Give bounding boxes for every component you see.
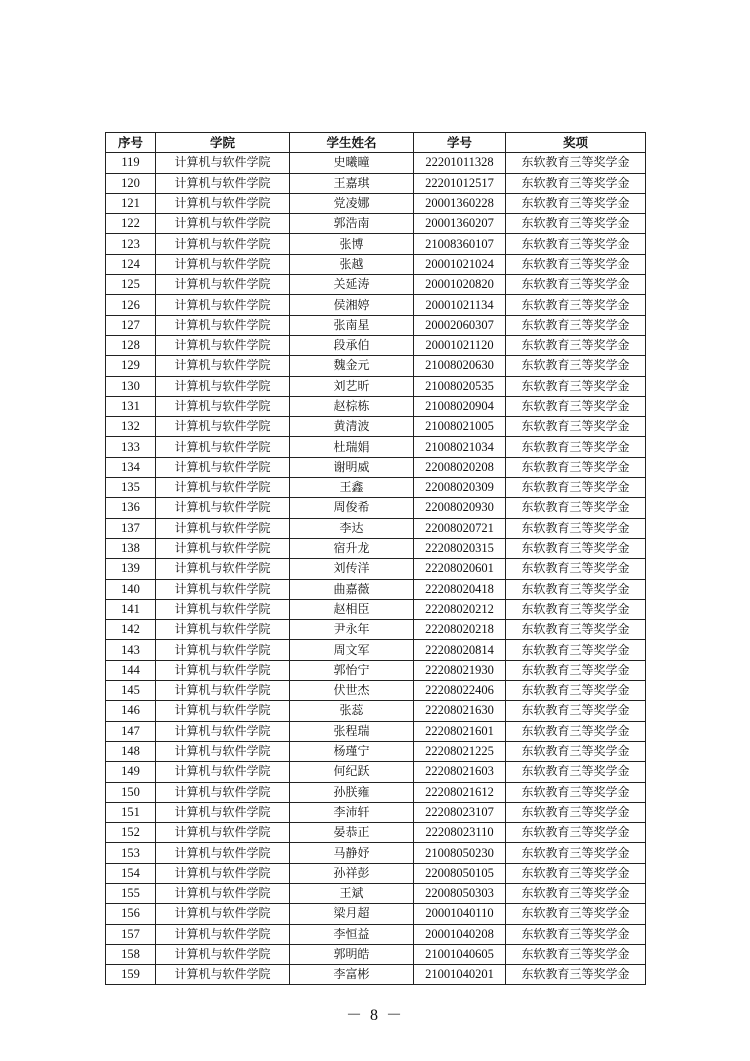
- header-serial: 序号: [106, 133, 156, 153]
- student-id-cell: 22208021603: [414, 762, 506, 782]
- table-row: [106, 965, 646, 985]
- serial-cell: 159: [106, 965, 156, 985]
- student-id-cell: 21008050230: [414, 843, 506, 863]
- serial-cell: 142: [106, 620, 156, 640]
- student-id-cell: 20002060307: [414, 315, 506, 335]
- award-cell: 东软教育三等奖学金: [506, 802, 646, 822]
- award-cell: 东软教育三等奖学金: [506, 193, 646, 213]
- header-student-id: 学号: [414, 133, 506, 153]
- serial-cell: 141: [106, 599, 156, 619]
- student-id-cell: 22008020208: [414, 457, 506, 477]
- table-row: [106, 193, 646, 213]
- table-row: [106, 457, 646, 477]
- student-name-cell: 赵相臣: [290, 599, 414, 619]
- student-id-cell: 20001360207: [414, 214, 506, 234]
- student-id-cell: 20001020820: [414, 275, 506, 295]
- table-row: [106, 904, 646, 924]
- college-cell: 计算机与软件学院: [156, 234, 290, 254]
- student-id-cell: 22208020601: [414, 559, 506, 579]
- serial-cell: 139: [106, 559, 156, 579]
- student-id-cell: 21008360107: [414, 234, 506, 254]
- student-id-cell: 22208023110: [414, 823, 506, 843]
- award-cell: 东软教育三等奖学金: [506, 863, 646, 883]
- award-cell: 东软教育三等奖学金: [506, 214, 646, 234]
- college-cell: 计算机与软件学院: [156, 193, 290, 213]
- college-cell: 计算机与软件学院: [156, 721, 290, 741]
- award-cell: 东软教育三等奖学金: [506, 417, 646, 437]
- student-name-cell: 谢明威: [290, 457, 414, 477]
- award-cell: 东软教育三等奖学金: [506, 701, 646, 721]
- scholarship-table: [105, 132, 646, 985]
- table-row: [106, 721, 646, 741]
- table-row: [106, 883, 646, 903]
- student-name-cell: 侯湘婷: [290, 295, 414, 315]
- serial-cell: 129: [106, 356, 156, 376]
- student-name-cell: 赵棕栋: [290, 396, 414, 416]
- student-id-cell: 22208022406: [414, 681, 506, 701]
- college-cell: 计算机与软件学院: [156, 640, 290, 660]
- student-name-cell: 晏恭正: [290, 823, 414, 843]
- student-name-cell: 郭浩南: [290, 214, 414, 234]
- college-cell: 计算机与软件学院: [156, 904, 290, 924]
- student-name-cell: 刘艺昕: [290, 376, 414, 396]
- serial-cell: 119: [106, 153, 156, 173]
- student-id-cell: 21008020904: [414, 396, 506, 416]
- header-row: [106, 133, 646, 153]
- college-cell: 计算机与软件学院: [156, 518, 290, 538]
- college-cell: 计算机与软件学院: [156, 741, 290, 761]
- award-cell: 东软教育三等奖学金: [506, 883, 646, 903]
- student-id-cell: 22208021612: [414, 782, 506, 802]
- serial-cell: 157: [106, 924, 156, 944]
- student-name-cell: 梁月超: [290, 904, 414, 924]
- table-row: [106, 599, 646, 619]
- college-cell: 计算机与软件学院: [156, 965, 290, 985]
- serial-cell: 136: [106, 498, 156, 518]
- student-id-cell: 21008021005: [414, 417, 506, 437]
- award-cell: 东软教育三等奖学金: [506, 843, 646, 863]
- college-cell: 计算机与软件学院: [156, 417, 290, 437]
- student-name-cell: 段承伯: [290, 335, 414, 355]
- student-id-cell: 22008020309: [414, 478, 506, 498]
- award-cell: 东软教育三等奖学金: [506, 782, 646, 802]
- college-cell: 计算机与软件学院: [156, 254, 290, 274]
- serial-cell: 126: [106, 295, 156, 315]
- student-name-cell: 何纪跃: [290, 762, 414, 782]
- student-id-cell: 20001021024: [414, 254, 506, 274]
- college-cell: 计算机与软件学院: [156, 660, 290, 680]
- serial-cell: 120: [106, 173, 156, 193]
- student-name-cell: 伏世杰: [290, 681, 414, 701]
- student-id-cell: 22208021930: [414, 660, 506, 680]
- student-id-cell: 22201012517: [414, 173, 506, 193]
- table-row: [106, 782, 646, 802]
- award-cell: 东软教育三等奖学金: [506, 620, 646, 640]
- table-row: [106, 944, 646, 964]
- award-cell: 东软教育三等奖学金: [506, 924, 646, 944]
- student-id-cell: 21001040201: [414, 965, 506, 985]
- award-cell: 东软教育三等奖学金: [506, 295, 646, 315]
- award-cell: 东软教育三等奖学金: [506, 538, 646, 558]
- serial-cell: 121: [106, 193, 156, 213]
- table-row: [106, 640, 646, 660]
- serial-cell: 153: [106, 843, 156, 863]
- college-cell: 计算机与软件学院: [156, 681, 290, 701]
- table-row: [106, 173, 646, 193]
- serial-cell: 156: [106, 904, 156, 924]
- award-cell: 东软教育三等奖学金: [506, 356, 646, 376]
- student-id-cell: 21008020535: [414, 376, 506, 396]
- student-id-cell: 20001360228: [414, 193, 506, 213]
- student-id-cell: 20001040208: [414, 924, 506, 944]
- table-row: [106, 315, 646, 335]
- student-id-cell: 22008020721: [414, 518, 506, 538]
- award-cell: 东软教育三等奖学金: [506, 335, 646, 355]
- table-row: [106, 538, 646, 558]
- serial-cell: 124: [106, 254, 156, 274]
- table-row: [106, 863, 646, 883]
- award-cell: 东软教育三等奖学金: [506, 965, 646, 985]
- student-name-cell: 张南星: [290, 315, 414, 335]
- table-row: [106, 275, 646, 295]
- student-id-cell: 21008021034: [414, 437, 506, 457]
- college-cell: 计算机与软件学院: [156, 883, 290, 903]
- serial-cell: 158: [106, 944, 156, 964]
- table-row: [106, 214, 646, 234]
- serial-cell: 149: [106, 762, 156, 782]
- award-cell: 东软教育三等奖学金: [506, 376, 646, 396]
- serial-cell: 122: [106, 214, 156, 234]
- table-row: [106, 802, 646, 822]
- student-name-cell: 周俊希: [290, 498, 414, 518]
- college-cell: 计算机与软件学院: [156, 579, 290, 599]
- award-cell: 东软教育三等奖学金: [506, 173, 646, 193]
- college-cell: 计算机与软件学院: [156, 214, 290, 234]
- table-header: [106, 133, 646, 153]
- serial-cell: 127: [106, 315, 156, 335]
- table-row: [106, 701, 646, 721]
- award-cell: 东软教育三等奖学金: [506, 498, 646, 518]
- college-cell: 计算机与软件学院: [156, 295, 290, 315]
- college-cell: 计算机与软件学院: [156, 538, 290, 558]
- serial-cell: 128: [106, 335, 156, 355]
- student-name-cell: 关延涛: [290, 275, 414, 295]
- serial-cell: 132: [106, 417, 156, 437]
- college-cell: 计算机与软件学院: [156, 396, 290, 416]
- student-id-cell: 22208020315: [414, 538, 506, 558]
- serial-cell: 143: [106, 640, 156, 660]
- serial-cell: 154: [106, 863, 156, 883]
- table-row: [106, 681, 646, 701]
- award-cell: 东软教育三等奖学金: [506, 904, 646, 924]
- award-cell: 东软教育三等奖学金: [506, 944, 646, 964]
- award-cell: 东软教育三等奖学金: [506, 579, 646, 599]
- college-cell: 计算机与软件学院: [156, 944, 290, 964]
- student-name-cell: 周文军: [290, 640, 414, 660]
- student-name-cell: 杜瑞娟: [290, 437, 414, 457]
- header-college: 学院: [156, 133, 290, 153]
- table-row: [106, 396, 646, 416]
- serial-cell: 134: [106, 457, 156, 477]
- serial-cell: 152: [106, 823, 156, 843]
- student-name-cell: 孙祥彭: [290, 863, 414, 883]
- student-name-cell: 张博: [290, 234, 414, 254]
- award-cell: 东软教育三等奖学金: [506, 741, 646, 761]
- student-name-cell: 史曦曈: [290, 153, 414, 173]
- award-cell: 东软教育三等奖学金: [506, 275, 646, 295]
- student-id-cell: 20001021134: [414, 295, 506, 315]
- serial-cell: 130: [106, 376, 156, 396]
- table-row: [106, 356, 646, 376]
- award-cell: 东软教育三等奖学金: [506, 823, 646, 843]
- student-name-cell: 马静妤: [290, 843, 414, 863]
- serial-cell: 138: [106, 538, 156, 558]
- table-row: [106, 478, 646, 498]
- table-row: [106, 823, 646, 843]
- student-name-cell: 王鑫: [290, 478, 414, 498]
- college-cell: 计算机与软件学院: [156, 599, 290, 619]
- student-name-cell: 王嘉琪: [290, 173, 414, 193]
- header-student-name: 学生姓名: [290, 133, 414, 153]
- student-name-cell: 魏金元: [290, 356, 414, 376]
- student-id-cell: 20001021120: [414, 335, 506, 355]
- college-cell: 计算机与软件学院: [156, 335, 290, 355]
- serial-cell: 148: [106, 741, 156, 761]
- student-name-cell: 王斌: [290, 883, 414, 903]
- student-id-cell: 22208021225: [414, 741, 506, 761]
- student-id-cell: 22208021630: [414, 701, 506, 721]
- college-cell: 计算机与软件学院: [156, 457, 290, 477]
- table-row: [106, 295, 646, 315]
- award-cell: 东软教育三等奖学金: [506, 478, 646, 498]
- table-row: [106, 518, 646, 538]
- award-cell: 东软教育三等奖学金: [506, 254, 646, 274]
- college-cell: 计算机与软件学院: [156, 843, 290, 863]
- student-name-cell: 郭怡宁: [290, 660, 414, 680]
- serial-cell: 145: [106, 681, 156, 701]
- table-row: [106, 335, 646, 355]
- table-row: [106, 620, 646, 640]
- student-id-cell: 20001040110: [414, 904, 506, 924]
- award-cell: 东软教育三等奖学金: [506, 315, 646, 335]
- serial-cell: 135: [106, 478, 156, 498]
- serial-cell: 146: [106, 701, 156, 721]
- student-name-cell: 杨瑾宁: [290, 741, 414, 761]
- serial-cell: 140: [106, 579, 156, 599]
- college-cell: 计算机与软件学院: [156, 802, 290, 822]
- table-row: [106, 498, 646, 518]
- college-cell: 计算机与软件学院: [156, 498, 290, 518]
- college-cell: 计算机与软件学院: [156, 275, 290, 295]
- college-cell: 计算机与软件学院: [156, 153, 290, 173]
- student-name-cell: 党凌娜: [290, 193, 414, 213]
- serial-cell: 123: [106, 234, 156, 254]
- award-cell: 东软教育三等奖学金: [506, 660, 646, 680]
- award-cell: 东软教育三等奖学金: [506, 437, 646, 457]
- college-cell: 计算机与软件学院: [156, 701, 290, 721]
- student-name-cell: 张蕊: [290, 701, 414, 721]
- student-id-cell: 22208021601: [414, 721, 506, 741]
- college-cell: 计算机与软件学院: [156, 478, 290, 498]
- page-number: － 8 －: [345, 1007, 404, 1024]
- student-name-cell: 曲嘉薇: [290, 579, 414, 599]
- college-cell: 计算机与软件学院: [156, 376, 290, 396]
- table-row: [106, 437, 646, 457]
- student-name-cell: 李富彬: [290, 965, 414, 985]
- college-cell: 计算机与软件学院: [156, 559, 290, 579]
- table-row: [106, 843, 646, 863]
- table-row: [106, 924, 646, 944]
- award-cell: 东软教育三等奖学金: [506, 457, 646, 477]
- table-row: [106, 254, 646, 274]
- college-cell: 计算机与软件学院: [156, 315, 290, 335]
- table-row: [106, 559, 646, 579]
- award-cell: 东软教育三等奖学金: [506, 640, 646, 660]
- serial-cell: 137: [106, 518, 156, 538]
- student-name-cell: 郭明皓: [290, 944, 414, 964]
- serial-cell: 133: [106, 437, 156, 457]
- award-cell: 东软教育三等奖学金: [506, 234, 646, 254]
- student-id-cell: 22208020212: [414, 599, 506, 619]
- student-id-cell: 22208023107: [414, 802, 506, 822]
- award-cell: 东软教育三等奖学金: [506, 599, 646, 619]
- student-name-cell: 孙朕雍: [290, 782, 414, 802]
- student-name-cell: 张越: [290, 254, 414, 274]
- serial-cell: 155: [106, 883, 156, 903]
- student-name-cell: 张程瑞: [290, 721, 414, 741]
- table-row: [106, 741, 646, 761]
- serial-cell: 147: [106, 721, 156, 741]
- student-id-cell: 22208020418: [414, 579, 506, 599]
- table-row: [106, 579, 646, 599]
- table-row: [106, 153, 646, 173]
- table-row: [106, 762, 646, 782]
- student-id-cell: 21001040605: [414, 944, 506, 964]
- table-row: [106, 417, 646, 437]
- student-id-cell: 21008020630: [414, 356, 506, 376]
- student-name-cell: 李达: [290, 518, 414, 538]
- student-id-cell: 22208020814: [414, 640, 506, 660]
- college-cell: 计算机与软件学院: [156, 863, 290, 883]
- college-cell: 计算机与软件学院: [156, 782, 290, 802]
- student-name-cell: 李恒益: [290, 924, 414, 944]
- student-name-cell: 尹永年: [290, 620, 414, 640]
- award-cell: 东软教育三等奖学金: [506, 721, 646, 741]
- college-cell: 计算机与软件学院: [156, 762, 290, 782]
- award-cell: 东软教育三等奖学金: [506, 681, 646, 701]
- college-cell: 计算机与软件学院: [156, 173, 290, 193]
- table-row: [106, 234, 646, 254]
- award-cell: 东软教育三等奖学金: [506, 396, 646, 416]
- student-name-cell: 刘传洋: [290, 559, 414, 579]
- student-name-cell: 宿升龙: [290, 538, 414, 558]
- table-body: [106, 153, 646, 985]
- college-cell: 计算机与软件学院: [156, 620, 290, 640]
- college-cell: 计算机与软件学院: [156, 356, 290, 376]
- serial-cell: 151: [106, 802, 156, 822]
- student-name-cell: 黄清波: [290, 417, 414, 437]
- serial-cell: 144: [106, 660, 156, 680]
- student-id-cell: 22208020218: [414, 620, 506, 640]
- college-cell: 计算机与软件学院: [156, 437, 290, 457]
- header-award: 奖项: [506, 133, 646, 153]
- student-name-cell: 李沛轩: [290, 802, 414, 822]
- table-row: [106, 376, 646, 396]
- student-id-cell: 22008050303: [414, 883, 506, 903]
- college-cell: 计算机与软件学院: [156, 823, 290, 843]
- student-id-cell: 22008020930: [414, 498, 506, 518]
- college-cell: 计算机与软件学院: [156, 924, 290, 944]
- award-cell: 东软教育三等奖学金: [506, 559, 646, 579]
- award-cell: 东软教育三等奖学金: [506, 762, 646, 782]
- table-row: [106, 660, 646, 680]
- student-id-cell: 22008050105: [414, 863, 506, 883]
- serial-cell: 125: [106, 275, 156, 295]
- award-cell: 东软教育三等奖学金: [506, 518, 646, 538]
- serial-cell: 150: [106, 782, 156, 802]
- award-cell: 东软教育三等奖学金: [506, 153, 646, 173]
- serial-cell: 131: [106, 396, 156, 416]
- student-id-cell: 22201011328: [414, 153, 506, 173]
